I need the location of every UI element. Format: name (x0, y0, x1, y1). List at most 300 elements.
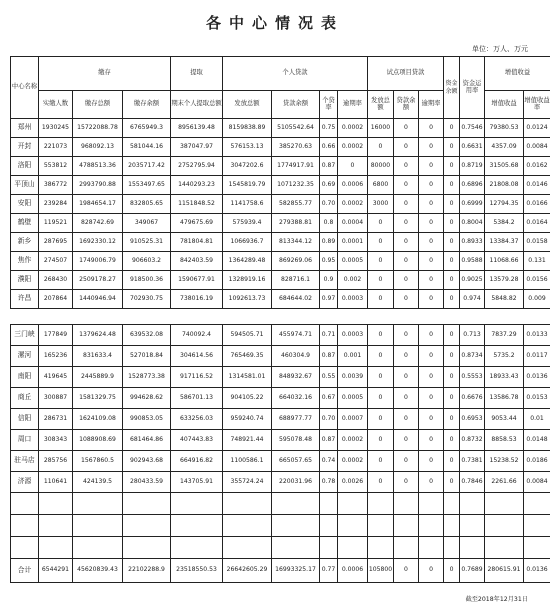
cell-va-income: 8858.53 (485, 430, 524, 451)
cell-va-rate: 0.0084 (524, 138, 550, 157)
cell-loan-balance: 1071232.35 (272, 176, 320, 195)
cell-loan-issued: 1545819.79 (223, 176, 272, 195)
cell-use-rate: 0.6676 (460, 388, 485, 409)
cell-people: 419645 (39, 367, 73, 388)
cell-withdraw: 740092.4 (171, 325, 223, 346)
empty-cell (485, 515, 524, 537)
cell-va-income: 11068.66 (485, 252, 524, 271)
cell-loan-balance: 664032.16 (272, 388, 320, 409)
header-group-deposit: 缴存 (39, 57, 171, 91)
cell-deposit-balance: 581044.16 (123, 138, 171, 157)
empty-cell (444, 537, 460, 559)
cell-pilot-overdue: 0 (419, 271, 444, 290)
total-cell-deposit-balance: 22102288.9 (123, 559, 171, 583)
cell-loan-issued: 575939.4 (223, 214, 272, 233)
cell-loan-balance: 828716.1 (272, 271, 320, 290)
cell-fund-balance: 0 (444, 138, 460, 157)
cell-va-rate: 0.009 (524, 290, 550, 309)
cell-loan-rate: 0.71 (320, 325, 338, 346)
empty-cell (444, 515, 460, 537)
cell-fund-balance: 0 (444, 176, 460, 195)
empty-cell (460, 493, 485, 515)
cell-va-income: 15238.52 (485, 451, 524, 472)
table-row (11, 346, 550, 367)
cell-fund-balance: 0 (444, 195, 460, 214)
cell-va-income: 21808.08 (485, 176, 524, 195)
table-row (11, 233, 550, 252)
cell-pilot-overdue: 0 (419, 451, 444, 472)
cell-loan-issued: 1364289.48 (223, 252, 272, 271)
cell-va-income: 13384.37 (485, 233, 524, 252)
cell-pilot-balance: 0 (394, 290, 419, 309)
cell-va-rate: 0.0084 (524, 472, 550, 493)
cell-use-rate: 0.6896 (460, 176, 485, 195)
cell-va-income: 7837.29 (485, 325, 524, 346)
center-name-cell: 周口 (11, 430, 39, 451)
cell-deposit-balance: 702930.75 (123, 290, 171, 309)
center-name-cell: 信阳 (11, 409, 39, 430)
empty-cell (524, 515, 550, 537)
cell-va-rate: 0.0117 (524, 346, 550, 367)
cell-deposit-total: 968092.13 (73, 138, 123, 157)
cell-withdraw: 2752795.94 (171, 157, 223, 176)
total-cell-pilot-balance: 0 (394, 559, 419, 583)
cell-deposit-total: 1624109.08 (73, 409, 123, 430)
center-name-cell: 开封 (11, 138, 39, 157)
cell-va-income: 9053.44 (485, 409, 524, 430)
empty-cell (485, 537, 524, 559)
cell-pilot-balance: 0 (394, 430, 419, 451)
header-deposit-total: 缴存总额 (73, 91, 123, 119)
cell-fund-balance: 0 (444, 290, 460, 309)
cell-use-rate: 0.713 (460, 325, 485, 346)
center-name-cell: 平顶山 (11, 176, 39, 195)
cell-pilot-balance: 0 (394, 346, 419, 367)
cell-deposit-balance: 1528773.38 (123, 367, 171, 388)
cell-loan-issued: 355724.24 (223, 472, 272, 493)
cell-pilot-overdue: 0 (419, 233, 444, 252)
empty-cell (171, 493, 223, 515)
cell-loan-balance: 460304.9 (272, 346, 320, 367)
cell-fund-balance: 0 (444, 157, 460, 176)
cell-pilot-balance: 0 (394, 119, 419, 138)
table-row (11, 451, 550, 472)
center-name-cell: 三门峡 (11, 325, 39, 346)
center-name-cell: 濮阳 (11, 271, 39, 290)
cell-loan-issued: 1314581.01 (223, 367, 272, 388)
total-cell-overdue: 0.0006 (338, 559, 368, 583)
cell-pilot-issued: 3000 (368, 195, 394, 214)
cell-pilot-balance: 0 (394, 233, 419, 252)
header-loan-balance: 贷款余额 (272, 91, 320, 119)
cell-fund-balance: 0 (444, 472, 460, 493)
cell-withdraw: 8956139.48 (171, 119, 223, 138)
empty-cell (171, 537, 223, 559)
cell-pilot-issued: 0 (368, 138, 394, 157)
cell-loan-rate: 0.89 (320, 233, 338, 252)
empty-cell (338, 515, 368, 537)
cell-overdue: 0.001 (338, 346, 368, 367)
total-cell-loan-issued: 26642605.29 (223, 559, 272, 583)
center-name-cell: 焦作 (11, 252, 39, 271)
table-body-group-a (11, 119, 550, 309)
cell-pilot-issued: 0 (368, 388, 394, 409)
empty-cell (524, 537, 550, 559)
cell-people: 285756 (39, 451, 73, 472)
cell-loan-issued: 8159838.89 (223, 119, 272, 138)
header-fund-use-rate: 资金运用率 (460, 57, 485, 119)
empty-cell (320, 537, 338, 559)
cell-va-rate: 0.0162 (524, 157, 550, 176)
cell-va-income: 31505.68 (485, 157, 524, 176)
cell-pilot-overdue: 0 (419, 367, 444, 388)
empty-cell (394, 493, 419, 515)
cell-fund-balance: 0 (444, 346, 460, 367)
cell-fund-balance: 0 (444, 367, 460, 388)
header-center-name: 中心名称 (11, 57, 39, 119)
cell-deposit-balance: 681464.86 (123, 430, 171, 451)
cell-loan-balance: 813344.12 (272, 233, 320, 252)
cell-loan-rate: 0.66 (320, 138, 338, 157)
cell-overdue: 0.0026 (338, 472, 368, 493)
cell-pilot-issued: 0 (368, 214, 394, 233)
total-cell-fund-balance: 0 (444, 559, 460, 583)
page-title: 各中心情况表 (205, 14, 344, 32)
cell-pilot-overdue: 0 (419, 252, 444, 271)
center-name-cell: 洛阳 (11, 157, 39, 176)
total-cell-pilot-overdue: 0 (419, 559, 444, 583)
cell-withdraw: 407443.83 (171, 430, 223, 451)
cell-loan-balance: 665057.65 (272, 451, 320, 472)
empty-cell (419, 493, 444, 515)
cell-pilot-overdue: 0 (419, 290, 444, 309)
cell-deposit-balance: 918500.36 (123, 271, 171, 290)
cell-deposit-balance: 902943.68 (123, 451, 171, 472)
empty-cell (223, 537, 272, 559)
cell-loan-issued: 576153.13 (223, 138, 272, 157)
table-row (11, 409, 550, 430)
table-row (11, 195, 550, 214)
cell-va-income: 13579.28 (485, 271, 524, 290)
table-row (11, 138, 550, 157)
cell-use-rate: 0.974 (460, 290, 485, 309)
cell-overdue: 0.0002 (338, 430, 368, 451)
cell-pilot-overdue: 0 (419, 409, 444, 430)
cell-deposit-balance: 527018.84 (123, 346, 171, 367)
total-cell-people: 6544291 (39, 559, 73, 583)
cell-people: 239284 (39, 195, 73, 214)
cell-overdue: 0.0002 (338, 195, 368, 214)
empty-cell (272, 515, 320, 537)
empty-cell (39, 493, 73, 515)
table-row (11, 430, 550, 451)
cell-va-rate: 0.0166 (524, 195, 550, 214)
empty-cell (73, 493, 123, 515)
cell-people: 110641 (39, 472, 73, 493)
cell-loan-rate: 0.70 (320, 195, 338, 214)
header-loan-rate: 个贷率 (320, 91, 338, 119)
header-fund-balance: 资金余额 (444, 57, 460, 119)
cell-pilot-issued: 0 (368, 451, 394, 472)
center-name-cell: 漯河 (11, 346, 39, 367)
cell-loan-rate: 0.74 (320, 451, 338, 472)
cell-pilot-issued: 0 (368, 430, 394, 451)
cell-use-rate: 0.9588 (460, 252, 485, 271)
cell-overdue: 0 (338, 157, 368, 176)
cell-deposit-total: 424139.5 (73, 472, 123, 493)
cell-va-income: 4357.09 (485, 138, 524, 157)
cell-people: 308343 (39, 430, 73, 451)
cell-loan-issued: 1100586.1 (223, 451, 272, 472)
cell-deposit-balance: 994628.62 (123, 388, 171, 409)
center-name-cell: 济源 (11, 472, 39, 493)
cell-deposit-balance: 349067 (123, 214, 171, 233)
table-spacer (11, 309, 550, 325)
cell-withdraw: 633256.03 (171, 409, 223, 430)
center-name-cell: 南阳 (11, 367, 39, 388)
total-cell-withdraw: 23518550.53 (171, 559, 223, 583)
cell-people: 165236 (39, 346, 73, 367)
center-name-cell: 驻马店 (11, 451, 39, 472)
cell-withdraw: 143705.91 (171, 472, 223, 493)
center-name-cell: 许昌 (11, 290, 39, 309)
empty-row (11, 515, 550, 537)
empty-cell (320, 493, 338, 515)
empty-row (11, 537, 550, 559)
cell-deposit-total: 1440946.94 (73, 290, 123, 309)
cell-pilot-balance: 0 (394, 388, 419, 409)
cell-loan-issued: 3047202.6 (223, 157, 272, 176)
cell-pilot-issued: 0 (368, 290, 394, 309)
header-pilot-issued: 发放总额 (368, 91, 394, 119)
cell-pilot-overdue: 0 (419, 119, 444, 138)
cell-pilot-overdue: 0 (419, 138, 444, 157)
cell-pilot-balance: 0 (394, 325, 419, 346)
cell-withdraw: 586701.13 (171, 388, 223, 409)
cell-pilot-issued: 0 (368, 271, 394, 290)
cell-loan-rate: 0.8 (320, 214, 338, 233)
cell-people: 274507 (39, 252, 73, 271)
cell-deposit-balance: 906603.2 (123, 252, 171, 271)
cell-use-rate: 0.7381 (460, 451, 485, 472)
cell-pilot-issued: 0 (368, 409, 394, 430)
cell-deposit-total: 1984654.17 (73, 195, 123, 214)
header-loan-issued-total: 发放总额 (223, 91, 272, 119)
cell-va-rate: 0.0146 (524, 176, 550, 195)
empty-cell (272, 493, 320, 515)
cell-va-income: 2261.66 (485, 472, 524, 493)
cell-pilot-balance: 0 (394, 271, 419, 290)
cell-loan-issued: 904105.22 (223, 388, 272, 409)
table-row (11, 388, 550, 409)
cell-va-income: 5848.82 (485, 290, 524, 309)
empty-cell (394, 537, 419, 559)
empty-cell (368, 537, 394, 559)
cell-va-rate: 0.0136 (524, 367, 550, 388)
cell-deposit-balance: 990853.05 (123, 409, 171, 430)
cell-fund-balance: 0 (444, 388, 460, 409)
cell-loan-issued: 765469.35 (223, 346, 272, 367)
cell-va-income: 18933.43 (485, 367, 524, 388)
header-pilot-balance: 贷款余额 (394, 91, 419, 119)
cell-people: 300887 (39, 388, 73, 409)
empty-cell (123, 515, 171, 537)
cell-va-rate: 0.0156 (524, 271, 550, 290)
cell-fund-balance: 0 (444, 271, 460, 290)
empty-cell (123, 493, 171, 515)
cell-loan-balance: 385270.63 (272, 138, 320, 157)
cell-loan-balance: 279388.81 (272, 214, 320, 233)
cell-pilot-overdue: 0 (419, 388, 444, 409)
empty-cell (123, 537, 171, 559)
cell-loan-rate: 0.9 (320, 271, 338, 290)
cell-people: 287695 (39, 233, 73, 252)
cell-pilot-overdue: 0 (419, 346, 444, 367)
cell-loan-issued: 959240.74 (223, 409, 272, 430)
table-row (11, 252, 550, 271)
cell-withdraw: 664916.82 (171, 451, 223, 472)
total-cell-va-rate: 0.0136 (524, 559, 550, 583)
centers-table (10, 56, 550, 583)
cell-deposit-balance: 6765949.3 (123, 119, 171, 138)
footnote-date: 截至2018年12月31日 (465, 596, 528, 603)
cell-withdraw: 479675.69 (171, 214, 223, 233)
cell-deposit-total: 2445889.9 (73, 367, 123, 388)
cell-overdue: 0.0004 (338, 214, 368, 233)
cell-loan-rate: 0.55 (320, 367, 338, 388)
cell-va-rate: 0.0133 (524, 325, 550, 346)
cell-withdraw: 917116.52 (171, 367, 223, 388)
table-row (11, 271, 550, 290)
cell-loan-issued: 748921.44 (223, 430, 272, 451)
cell-pilot-overdue: 0 (419, 472, 444, 493)
cell-loan-rate: 0.87 (320, 430, 338, 451)
cell-overdue: 0.0002 (338, 451, 368, 472)
cell-loan-balance: 595078.48 (272, 430, 320, 451)
total-cell-use-rate: 0.7689 (460, 559, 485, 583)
cell-use-rate: 0.8734 (460, 346, 485, 367)
cell-overdue: 0.0039 (338, 367, 368, 388)
cell-loan-balance: 455974.71 (272, 325, 320, 346)
cell-fund-balance: 0 (444, 451, 460, 472)
cell-deposit-total: 1567860.5 (73, 451, 123, 472)
cell-overdue: 0.0006 (338, 176, 368, 195)
cell-va-rate: 0.0148 (524, 430, 550, 451)
center-name-cell: 鹤壁 (11, 214, 39, 233)
header-overdue-rate: 逾期率 (338, 91, 368, 119)
cell-pilot-balance: 0 (394, 252, 419, 271)
cell-overdue: 0.0005 (338, 252, 368, 271)
table-row (11, 119, 550, 138)
cell-use-rate: 0.6631 (460, 138, 485, 157)
cell-loan-balance: 5105542.64 (272, 119, 320, 138)
center-name-cell: 安阳 (11, 195, 39, 214)
header-group-pilot-loan: 试点项目贷款 (368, 57, 444, 91)
cell-va-rate: 0.0164 (524, 214, 550, 233)
cell-loan-balance: 1774917.91 (272, 157, 320, 176)
cell-use-rate: 0.8719 (460, 157, 485, 176)
cell-pilot-balance: 0 (394, 409, 419, 430)
total-cell-loan-balance: 16993325.17 (272, 559, 320, 583)
empty-cell (11, 537, 39, 559)
cell-overdue: 0.0007 (338, 409, 368, 430)
cell-pilot-issued: 0 (368, 367, 394, 388)
table-row (11, 290, 550, 309)
cell-loan-rate: 0.95 (320, 252, 338, 271)
empty-cell (39, 537, 73, 559)
cell-va-income: 5735.2 (485, 346, 524, 367)
cell-use-rate: 0.8933 (460, 233, 485, 252)
table-row (11, 214, 550, 233)
cell-loan-balance: 688977.77 (272, 409, 320, 430)
cell-pilot-issued: 16000 (368, 119, 394, 138)
cell-pilot-issued: 0 (368, 472, 394, 493)
cell-withdraw: 738016.19 (171, 290, 223, 309)
empty-cell (524, 493, 550, 515)
cell-va-rate: 0.0124 (524, 119, 550, 138)
center-name-cell: 商丘 (11, 388, 39, 409)
cell-use-rate: 0.7846 (460, 472, 485, 493)
cell-va-income: 79380.53 (485, 119, 524, 138)
header-va-income: 增值收益 (485, 91, 524, 119)
cell-loan-rate: 0.97 (320, 290, 338, 309)
header-withdraw-total: 期末个人提取总额 (171, 91, 223, 119)
cell-fund-balance: 0 (444, 119, 460, 138)
cell-use-rate: 0.9025 (460, 271, 485, 290)
cell-overdue: 0.0002 (338, 138, 368, 157)
cell-deposit-total: 2993790.88 (73, 176, 123, 195)
cell-loan-balance: 684644.02 (272, 290, 320, 309)
cell-deposit-total: 1379624.48 (73, 325, 123, 346)
header-actual-deposit-people: 实缴人数 (39, 91, 73, 119)
cell-overdue: 0.0003 (338, 325, 368, 346)
cell-loan-issued: 1092613.73 (223, 290, 272, 309)
empty-row (11, 493, 550, 515)
cell-pilot-issued: 80000 (368, 157, 394, 176)
cell-people: 553812 (39, 157, 73, 176)
cell-loan-issued: 594505.71 (223, 325, 272, 346)
center-name-cell: 新乡 (11, 233, 39, 252)
cell-deposit-balance: 1553497.65 (123, 176, 171, 195)
cell-va-rate: 0.0153 (524, 388, 550, 409)
empty-cell (419, 515, 444, 537)
cell-pilot-overdue: 0 (419, 157, 444, 176)
cell-fund-balance: 0 (444, 214, 460, 233)
cell-pilot-overdue: 0 (419, 195, 444, 214)
cell-pilot-balance: 0 (394, 451, 419, 472)
total-cell-va-income: 280615.91 (485, 559, 524, 583)
empty-cell (223, 515, 272, 537)
empty-cell (460, 515, 485, 537)
cell-pilot-overdue: 0 (419, 176, 444, 195)
cell-loan-balance: 220031.96 (272, 472, 320, 493)
cell-loan-rate: 0.67 (320, 388, 338, 409)
cell-withdraw: 842403.59 (171, 252, 223, 271)
cell-overdue: 0.002 (338, 271, 368, 290)
cell-va-rate: 0.0158 (524, 233, 550, 252)
cell-people: 286731 (39, 409, 73, 430)
header-pilot-overdue: 逾期率 (419, 91, 444, 119)
empty-cell (394, 515, 419, 537)
total-cell-loan-rate: 0.77 (320, 559, 338, 583)
cell-overdue: 0.0001 (338, 233, 368, 252)
cell-loan-rate: 0.87 (320, 346, 338, 367)
cell-pilot-balance: 0 (394, 472, 419, 493)
cell-loan-issued: 1328919.16 (223, 271, 272, 290)
cell-pilot-balance: 0 (394, 176, 419, 195)
table-body-empty (11, 493, 550, 559)
empty-cell (419, 537, 444, 559)
